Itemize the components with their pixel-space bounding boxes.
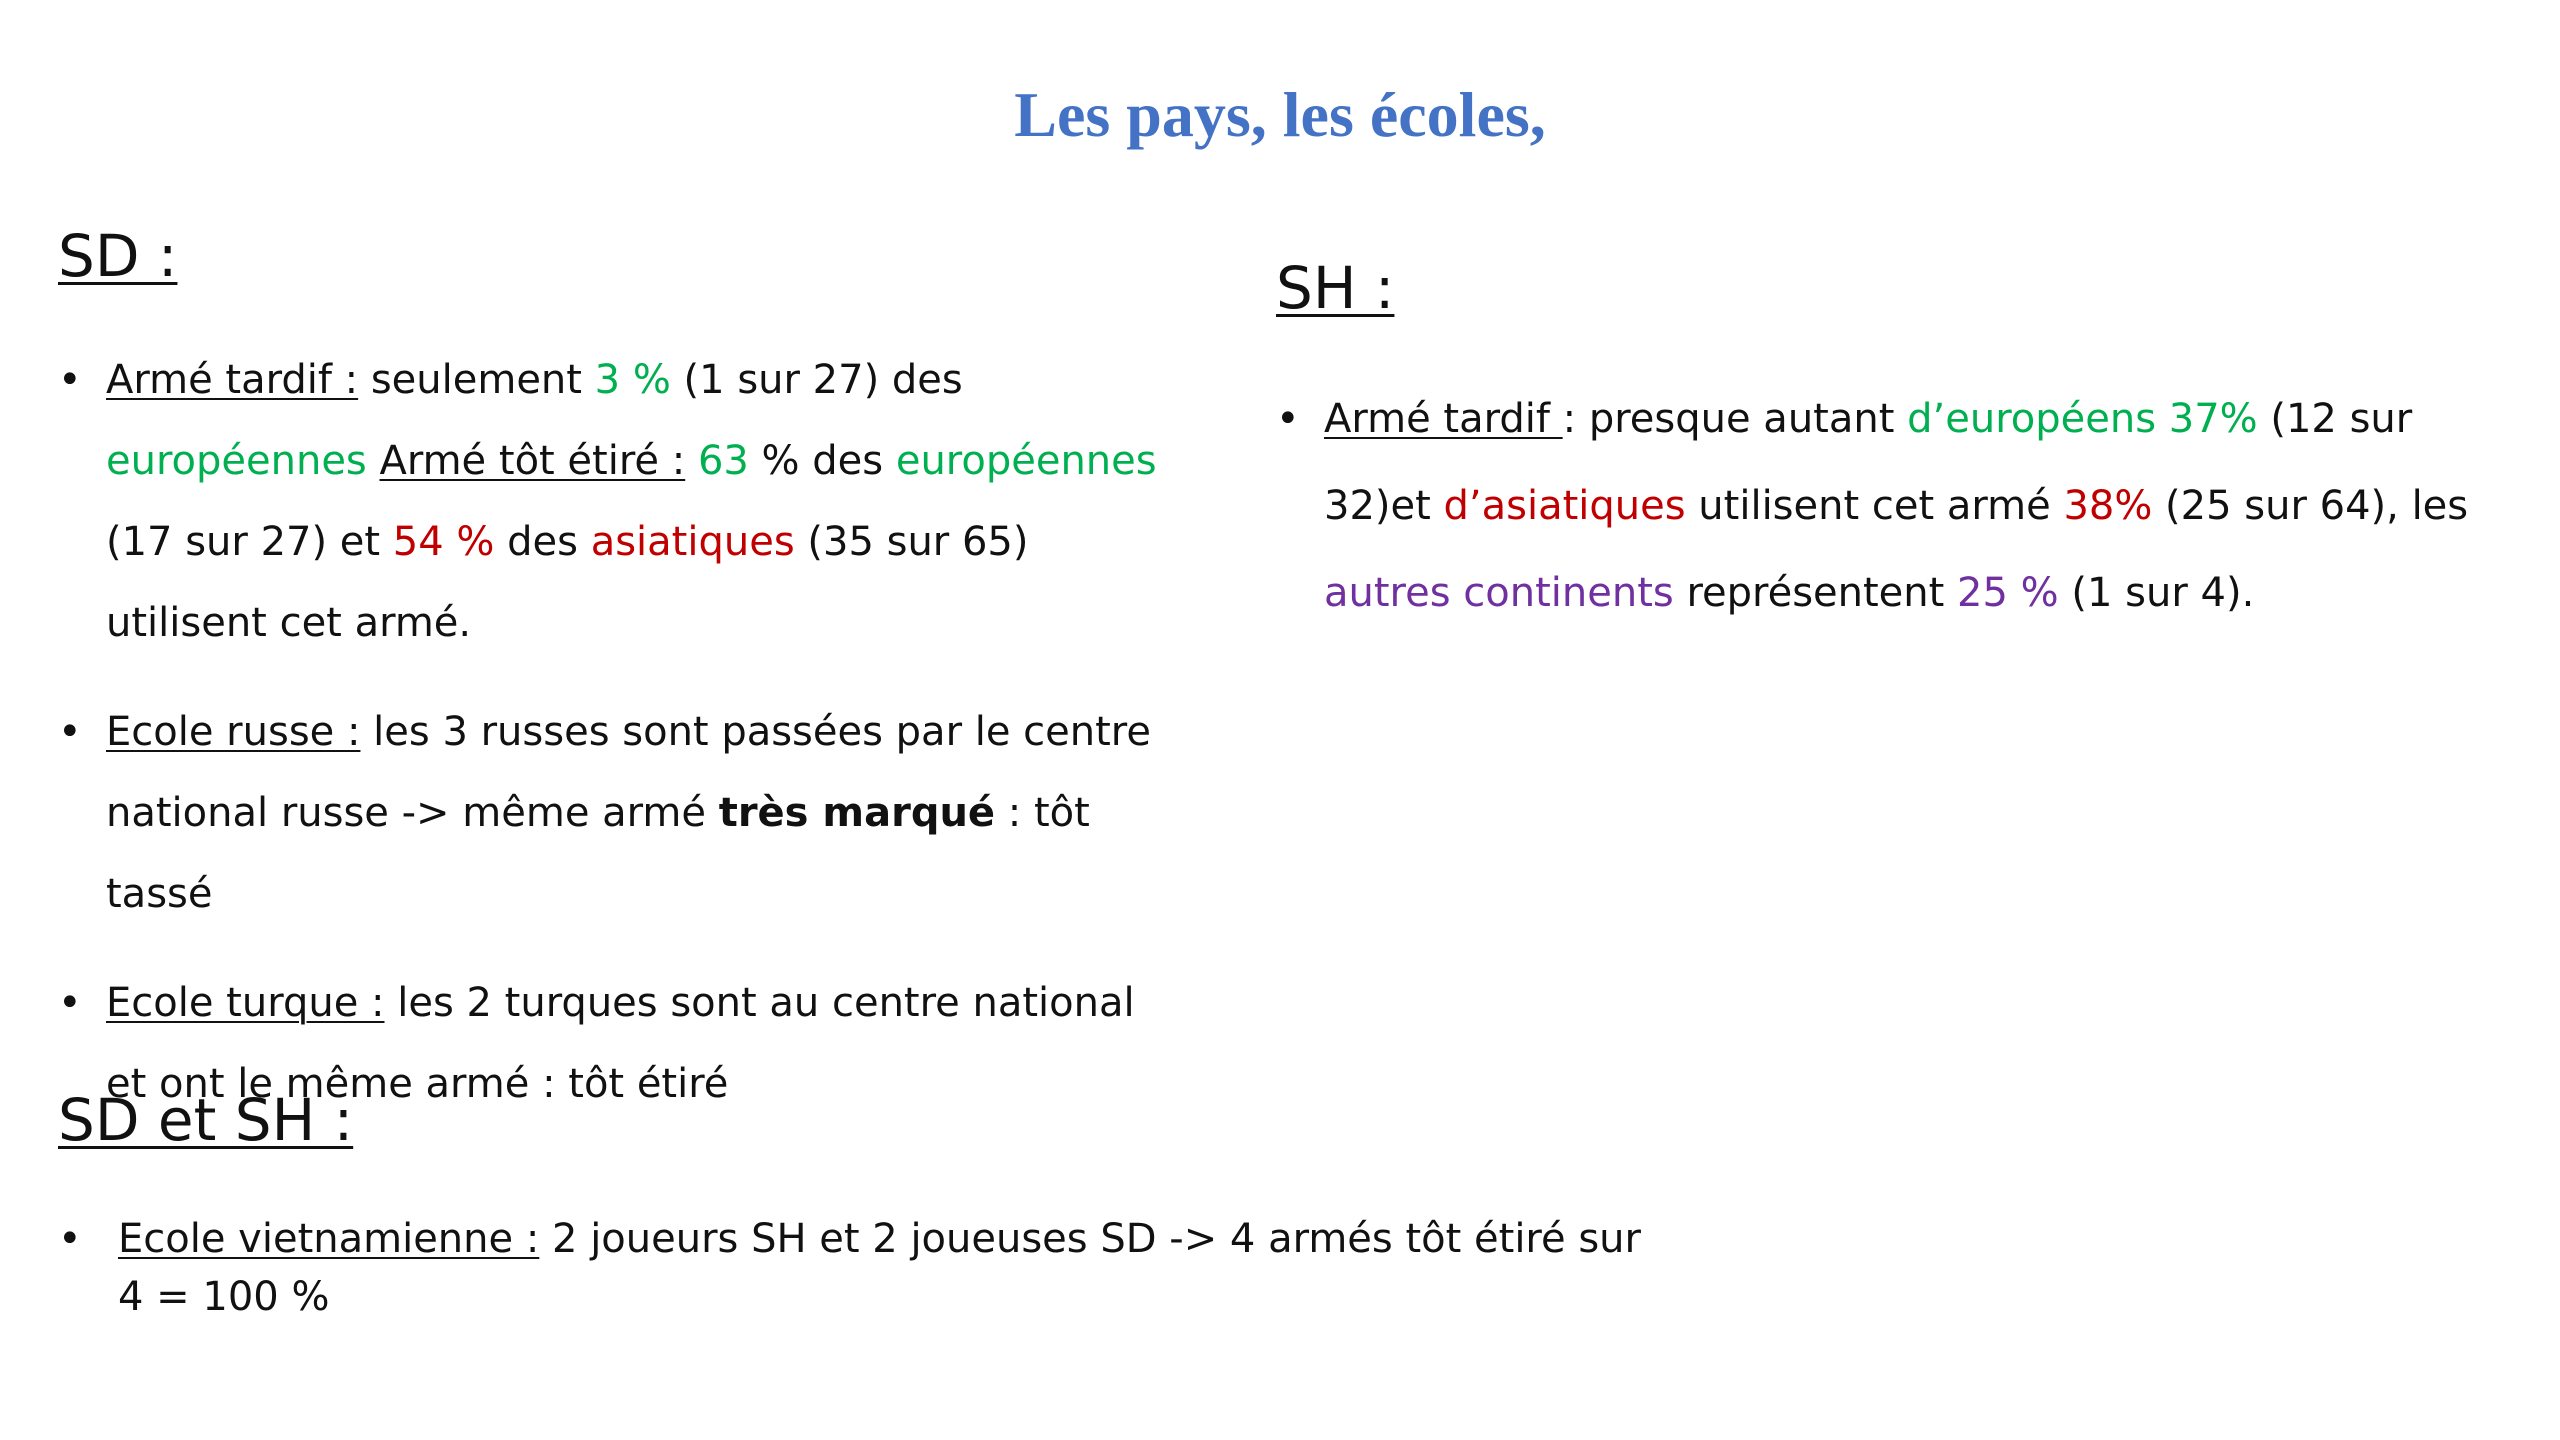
bullet-text: représentent: [1673, 570, 1958, 616]
bullet-text: [367, 438, 380, 484]
sh-bullet-list: [1276, 376, 2526, 637]
bullet-label: Armé tardif: [1324, 396, 1563, 442]
term-other: autres continents: [1324, 570, 1674, 616]
sd-heading: SD :: [58, 222, 178, 290]
bullet-text: (17 sur 27) et: [106, 519, 393, 565]
bullet-text: seulement: [358, 357, 595, 403]
bullet-text: (35 sur 65) utilisent cet armé.: [106, 519, 1029, 646]
bullet-text: : presque autant: [1562, 396, 1908, 442]
stat-europe: d’européens 37%: [1907, 396, 2258, 442]
slide-title: Les pays, les écoles,: [1014, 79, 1546, 150]
bullet-text: (25 sur 64), les: [2152, 483, 2469, 529]
bullet-text: 2 joueurs SH et 2 joueuses SD -> 4 armés tôt étiré sur 4 = 100 %: [118, 1216, 1641, 1320]
sd-sh-bullet-ecole-vietnamienne: [58, 1210, 1658, 1326]
sd-sh-heading: SD et SH :: [58, 1086, 354, 1154]
stat-other: 25 %: [1957, 570, 2059, 616]
sh-bullet-arme-tardif: [1276, 376, 2526, 637]
sd-bullet-list: [58, 340, 1178, 1153]
bullet-label: Ecole turque :: [106, 980, 385, 1026]
bullet-text: (1 sur 27) des: [670, 357, 963, 403]
bullet-label: Ecole russe :: [106, 709, 361, 755]
bullet-text: des: [494, 519, 591, 565]
bullet-label: Armé tardif :: [106, 357, 359, 403]
bullet-text: % des: [748, 438, 896, 484]
bullet-text: les 2 turques sont au centre national et ont le même armé : tôt étiré: [106, 980, 1135, 1107]
bullet-text: [685, 438, 698, 484]
sd-sh-bullet-list: [58, 1210, 1658, 1326]
term-asia: asiatiques: [590, 519, 795, 565]
bullet-text: les 3 russes sont passées par le centre national russe -> même armé: [106, 709, 1151, 836]
bullet-text: (12 sur 32)et: [1324, 396, 2413, 529]
bullet-text: utilisent cet armé: [1685, 483, 2064, 529]
sh-heading: SH :: [1276, 254, 1395, 322]
stat-asia: 38%: [2063, 483, 2153, 529]
term-europe: européennes: [106, 438, 367, 484]
bullet-label: Armé tôt étiré :: [379, 438, 686, 484]
bullet-label: Ecole vietnamienne :: [118, 1216, 540, 1262]
term-europe: européennes: [895, 438, 1157, 484]
stat-asia: 54 %: [392, 519, 495, 565]
sd-bullet-arme-tardif: [58, 340, 1178, 664]
bullet-emphasis: très marqué: [718, 790, 996, 836]
term-asia: d’asiatiques: [1443, 483, 1686, 529]
bullet-text: (1 sur 4).: [2058, 570, 2255, 616]
sd-bullet-ecole-russe: [58, 692, 1178, 935]
bullet-text: : tôt tassé: [106, 790, 1090, 917]
stat-europe: 3 %: [594, 357, 671, 403]
stat-europe: 63: [697, 438, 749, 484]
